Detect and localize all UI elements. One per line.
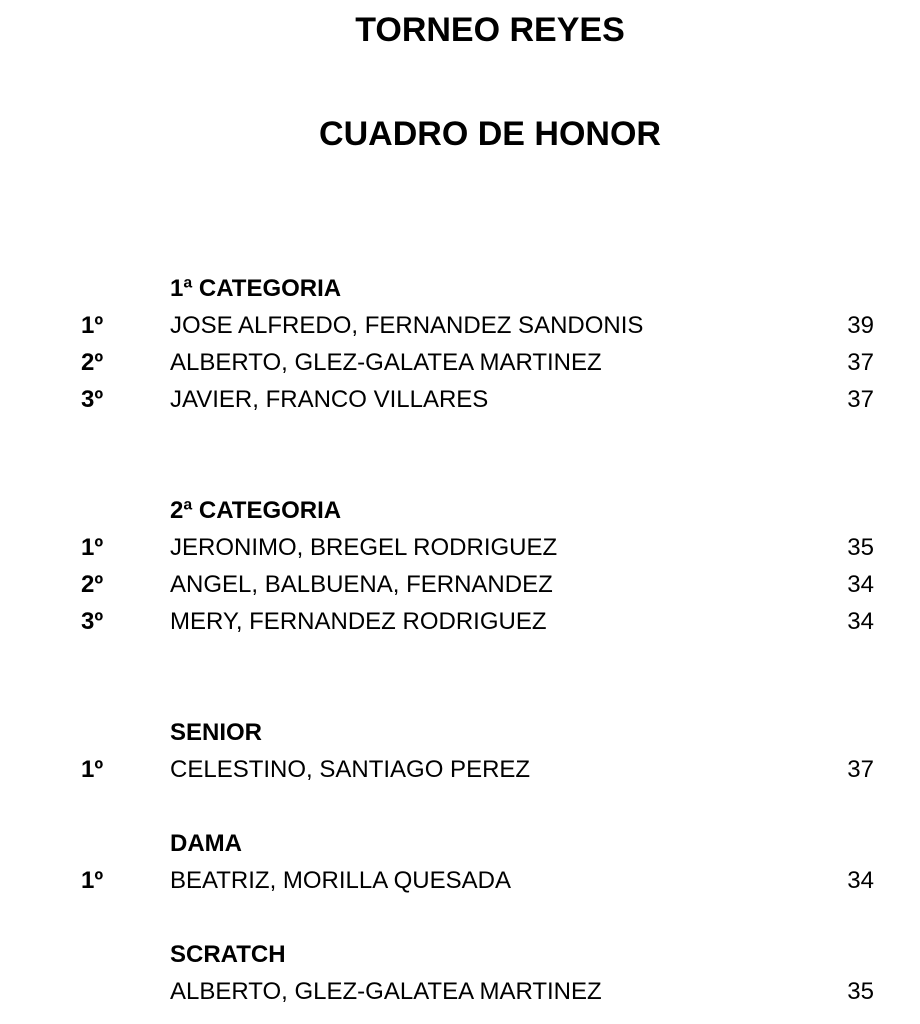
ranking-place: 3º bbox=[81, 386, 104, 413]
category-heading: DAMA bbox=[170, 830, 242, 857]
category-heading: 2ª CATEGORIA bbox=[170, 497, 342, 524]
category-heading: 1ª CATEGORIA bbox=[170, 275, 342, 302]
ranking-list bbox=[0, 977, 920, 1014]
ranking-place: 3º bbox=[81, 608, 104, 635]
document-title: TORNEO REYES bbox=[355, 11, 625, 49]
ranking-place: 2º bbox=[81, 349, 104, 376]
ranking-place: 1º bbox=[81, 756, 104, 783]
category-heading: SENIOR bbox=[170, 719, 263, 746]
player-name: ANGEL, BALBUENA, FERNANDEZ bbox=[170, 571, 553, 598]
player-score: 37 bbox=[847, 349, 874, 376]
player-score: 37 bbox=[847, 756, 874, 783]
ranking-row bbox=[0, 866, 920, 903]
player-name: MERY, FERNANDEZ RODRIGUEZ bbox=[170, 608, 547, 635]
ranking-row bbox=[0, 533, 920, 570]
document-subtitle: CUADRO DE HONOR bbox=[319, 115, 661, 153]
player-score: 39 bbox=[847, 312, 874, 339]
ranking-place: 1º bbox=[81, 867, 104, 894]
ranking-row bbox=[0, 570, 920, 607]
player-score: 34 bbox=[847, 608, 874, 635]
player-name: JOSE ALFREDO, FERNANDEZ SANDONIS bbox=[170, 312, 644, 339]
ranking-place: 2º bbox=[81, 571, 104, 598]
ranking-row bbox=[0, 755, 920, 792]
ranking-list bbox=[0, 866, 920, 903]
ranking-row bbox=[0, 385, 920, 422]
player-name: JERONIMO, BREGEL RODRIGUEZ bbox=[170, 534, 558, 561]
player-name: CELESTINO, SANTIAGO PEREZ bbox=[170, 756, 531, 783]
player-name: ALBERTO, GLEZ-GALATEA MARTINEZ bbox=[170, 349, 602, 376]
player-name: BEATRIZ, MORILLA QUESADA bbox=[170, 867, 511, 894]
player-score: 35 bbox=[847, 978, 874, 1005]
ranking-list bbox=[0, 533, 920, 644]
player-score: 34 bbox=[847, 571, 874, 598]
ranking-list bbox=[0, 755, 920, 792]
ranking-row bbox=[0, 311, 920, 348]
player-score: 34 bbox=[847, 867, 874, 894]
ranking-row bbox=[0, 977, 920, 1014]
player-name: ALBERTO, GLEZ-GALATEA MARTINEZ bbox=[170, 978, 602, 1005]
ranking-row bbox=[0, 607, 920, 644]
player-name: JAVIER, FRANCO VILLARES bbox=[170, 386, 489, 413]
ranking-place: 1º bbox=[81, 534, 104, 561]
player-score: 35 bbox=[847, 534, 874, 561]
player-score: 37 bbox=[847, 386, 874, 413]
category-heading: SCRATCH bbox=[170, 941, 286, 968]
ranking-row bbox=[0, 348, 920, 385]
ranking-place: 1º bbox=[81, 312, 104, 339]
ranking-list bbox=[0, 311, 920, 422]
